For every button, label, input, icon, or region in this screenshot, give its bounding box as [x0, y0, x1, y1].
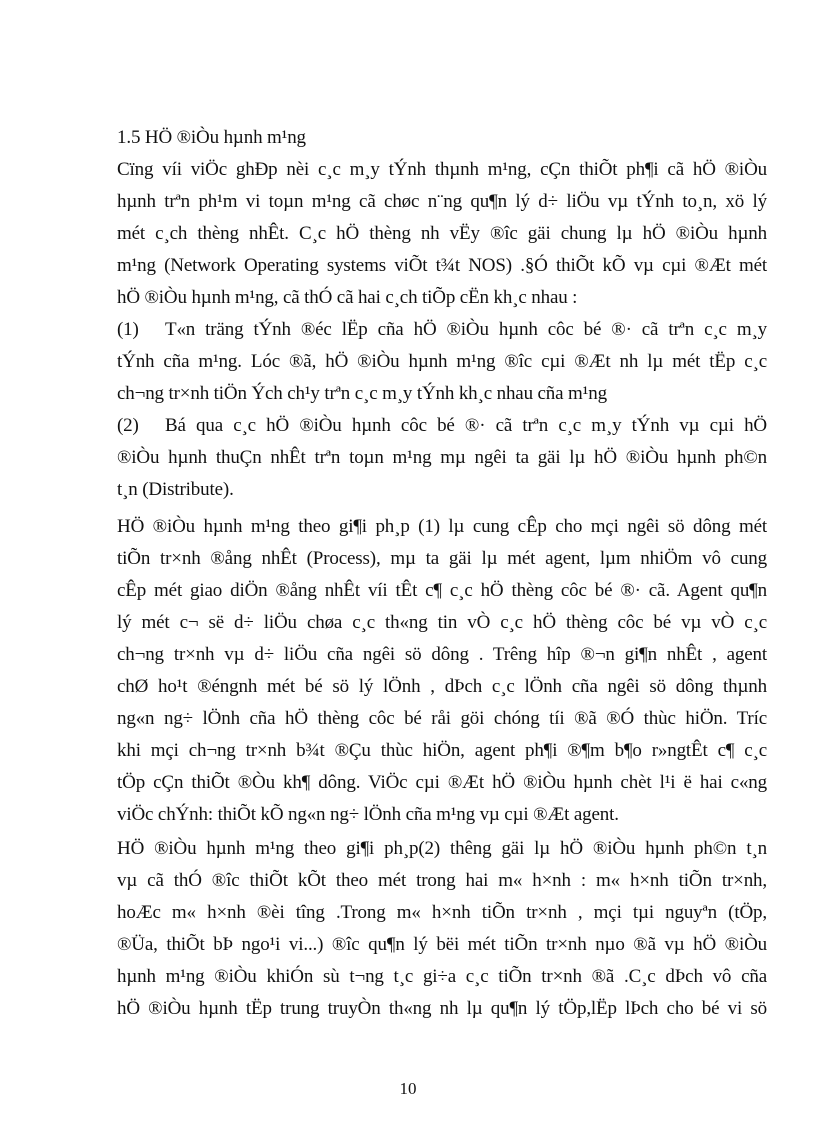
section-heading: 1.5 HÖ ®iÒu hµnh m¹ng — [117, 127, 306, 148]
paragraph-line: tÖp cÇn thiÕt ®Òu kh¶ dông. ViÖc cµi ®Æt hÖ ®iÒu hµnh chèt l¹i ë hai c«ng — [117, 772, 767, 793]
list-item-2 — [117, 410, 767, 442]
list-item-text: Bá qua c¸c hÖ ®iÒu hµnh côc bé ®· cã trªn c¸c m¸y tÝnh vµ cµi hÖ — [165, 415, 767, 436]
paragraph-line: m¹ng (Network Operating systems viÕt t¾t NOS) .§Ó thiÕt kÕ vµ cµi ®Æt mét — [117, 255, 767, 276]
paragraph-line: khi mçi ch¬ng tr×nh b¾t ®Çu thùc hiÖn, agent ph¶i ®¶m b¶o r»ngtÊt c¶ c¸c — [117, 740, 767, 761]
page-number: 10 — [399, 1079, 417, 1098]
paragraph-line: lý mét c¬ së d÷ liÖu chøa c¸c th«ng tin vÒ c¸c hÖ thèng côc bé vµ vÒ c¸c — [117, 612, 767, 633]
paragraph-line: ch¬ng tr×nh tiÖn Ých ch¹y trªn c¸c m¸y tÝnh kh¸c nhau cña m¹ng — [117, 383, 607, 404]
paragraph-line: hÖ ®iÒu hµnh tËp trung truyÒn th«ng nh lµ qu¶n lý tÖp,lËp lÞch cho bé vi sö — [117, 998, 767, 1019]
list-item-text: T«n träng tÝnh ®éc lËp cña hÖ ®iÒu hµnh côc bé ®· cã trªn c¸c m¸y — [165, 319, 767, 340]
list-number: (1) — [117, 319, 139, 340]
paragraph-line: cÊp mét giao diÖn ®ång nhÊt víi tÊt c¶ c¸c hÖ thèng côc bé ®· cã. Agent qu¶n — [117, 580, 767, 601]
paragraph-line: hµnh trªn ph¹m vi toµn m¹ng cã chøc n¨ng qu¶n lý d÷ liÖu vµ tÝnh to¸n, xö lý — [117, 191, 767, 212]
paragraph-line: ch¬ng tr×nh vµ d÷ liÖu cña ngêi sö dông . Trêng hîp ®¬n gi¶n nhÊt , agent — [117, 644, 767, 665]
paragraph-line: chØ ho¹t ®éngnh mét bé sö lý lÖnh , dÞch c¸c lÖnh cña ngêi sö dông thµnh — [117, 676, 767, 697]
paragraph-line: HÖ ®iÒu hµnh m¹ng theo gi¶i ph¸p (1) lµ cung cÊp cho mçi ngêi sö dông mét — [117, 516, 767, 537]
list-number: (2) — [117, 415, 139, 436]
paragraph-line: viÖc chÝnh: thiÕt kÕ ng«n ng÷ lÖnh cña m¹ng vµ cµi ®Æt agent. — [117, 804, 619, 825]
paragraph-line: HÖ ®iÒu hµnh m¹ng theo gi¶i ph¸p(2) thêng gäi lµ hÖ ®iÒu hµnh ph©n t¸n — [117, 838, 767, 859]
paragraph-line: vµ cã thÓ ®îc thiÕt kÕt theo mét trong hai m« h×nh : m« h×nh tiÕn tr×nh, — [117, 870, 767, 891]
paragraph-line: ng«n ng÷ lÖnh cña hÖ thèng côc bé råi göi chóng tíi ®ã ®Ó thùc hiÖn. Tríc — [117, 708, 767, 729]
paragraph-line: ®Üa, thiÕt bÞ ngo¹i vi...) ®îc qu¶n lý bëi mét tiÕn tr×nh nµo ®ã vµ hÖ ®iÒu — [117, 934, 767, 955]
paragraph-line: tiÕn tr×nh ®ång nhÊt (Process), mµ ta gäi lµ mét agent, lµm nhiÖm vô cung — [117, 548, 767, 569]
paragraph-line: hµnh m¹ng ®iÒu khiÓn sù t¬ng t¸c gi÷a c¸c tiÕn tr×nh ®ã .C¸c dÞch vô cña — [117, 966, 767, 987]
paragraph-line: ®iÒu hµnh thuÇn nhÊt trªn toµn m¹ng mµ ngêi ta gäi lµ hÖ ®iÒu hµnh ph©n — [117, 447, 767, 468]
paragraph-line: hÖ ®iÒu hµnh m¹ng, cã thÓ cã hai c¸ch tiÕp cËn kh¸c nhau : — [117, 287, 578, 308]
list-item-1 — [117, 314, 767, 346]
paragraph-line: tÝnh cña m¹ng. Lóc ®ã, hÖ ®iÒu hµnh m¹ng ®îc cµi ®Æt nh lµ mét tËp c¸c — [117, 351, 767, 372]
paragraph-line: mét c¸ch thèng nhÊt. C¸c hÖ thèng nh vËy ®îc gäi chung lµ hÖ ®iÒu hµnh — [117, 223, 767, 244]
paragraph-line: Cïng víi viÖc ghÐp nèi c¸c m¸y tÝnh thµnh m¹ng, cÇn thiÕt ph¶i cã hÖ ®iÒu — [117, 159, 767, 180]
paragraph-line: hoÆc m« h×nh ®èi tîng .Trong m« h×nh tiÕn tr×nh , mçi tµi nguyªn (tÖp, — [117, 902, 767, 923]
paragraph-line: t¸n (Distribute). — [117, 479, 234, 500]
